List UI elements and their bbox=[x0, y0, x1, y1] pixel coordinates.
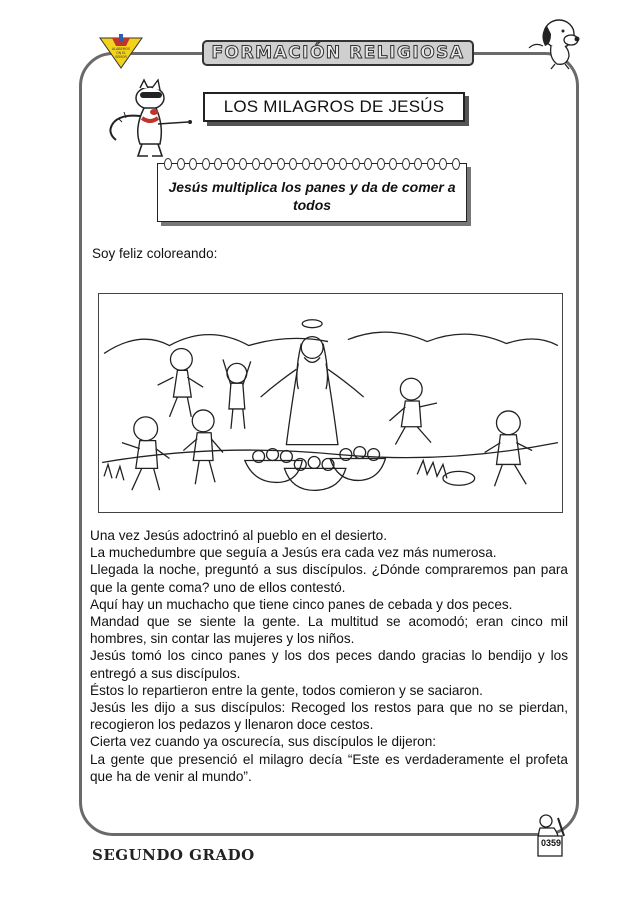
story-paragraph: La gente que presenció el milagro decía “Este es verdaderamente el profeta que ha de venir al mundo”. bbox=[90, 751, 568, 784]
cartoon-character-icon bbox=[104, 78, 198, 160]
section-banner-label: FORMACIÓN RELIGIOSA bbox=[211, 43, 465, 63]
story-paragraph: La muchedumbre que seguía a Jesús era cada vez más numerosa. bbox=[90, 545, 497, 561]
coloring-instruction: Soy feliz coloreando: bbox=[92, 246, 218, 261]
svg-text:ALABEMOS: ALABEMOS bbox=[111, 47, 131, 51]
lesson-title-box bbox=[203, 92, 465, 122]
jesus-with-children-drawing bbox=[99, 294, 562, 512]
story-paragraph: Mandad que se siente la gente. La multitud se acomodó; eran cinco mil hombres, sin contar las mujeres y los niños. bbox=[90, 614, 568, 647]
section-banner bbox=[202, 40, 474, 66]
page-number: 0359 bbox=[541, 838, 562, 848]
story-paragraph: Llegada la noche, preguntó a sus discípulos. ¿Dónde compraremos pan para que la gente coma? uno de ellos contestó. bbox=[90, 562, 568, 595]
story-text bbox=[90, 527, 568, 785]
subtitle-notebook bbox=[157, 163, 467, 222]
story-paragraph: Aquí hay un muchacho que tiene cinco panes de cebada y dos peces. bbox=[90, 596, 513, 612]
writing-character-icon bbox=[528, 812, 572, 858]
lesson-subtitle: Jesús multiplica los panes y da de comer a todos bbox=[168, 179, 456, 213]
story-paragraph: Jesús les dijo a sus discípulos: Recoged los restos para que no se pierdan, recogieron los pedazos y llenaron doce cestos. bbox=[90, 700, 568, 733]
story-paragraph: Jesús tomó los cinco panes y los dos peces dando gracias lo bendijo y los entregó a sus discípulos. bbox=[90, 648, 568, 681]
lesson-title: LOS MILAGROS DE JESÚS bbox=[223, 97, 445, 116]
svg-text:SEÑOR: SEÑOR bbox=[115, 55, 127, 59]
coloring-illustration bbox=[98, 293, 563, 513]
grade-label: SEGUNDO GRADO bbox=[92, 846, 255, 864]
story-paragraph: Una vez Jesús adoctrinó al pueblo en el desierto. bbox=[90, 528, 387, 543]
notebook-rings bbox=[164, 158, 460, 172]
story-paragraph: Éstos lo repartieron entre la gente, todos comieron y se saciaron. bbox=[90, 682, 483, 698]
svg-text:ON EL: ON EL bbox=[115, 51, 127, 55]
story-paragraph: Cierta vez cuando ya oscurecía, sus discípulos le dijeron: bbox=[90, 734, 437, 750]
snoopy-dog-icon bbox=[525, 12, 587, 70]
pennant-logo-icon bbox=[98, 34, 144, 70]
